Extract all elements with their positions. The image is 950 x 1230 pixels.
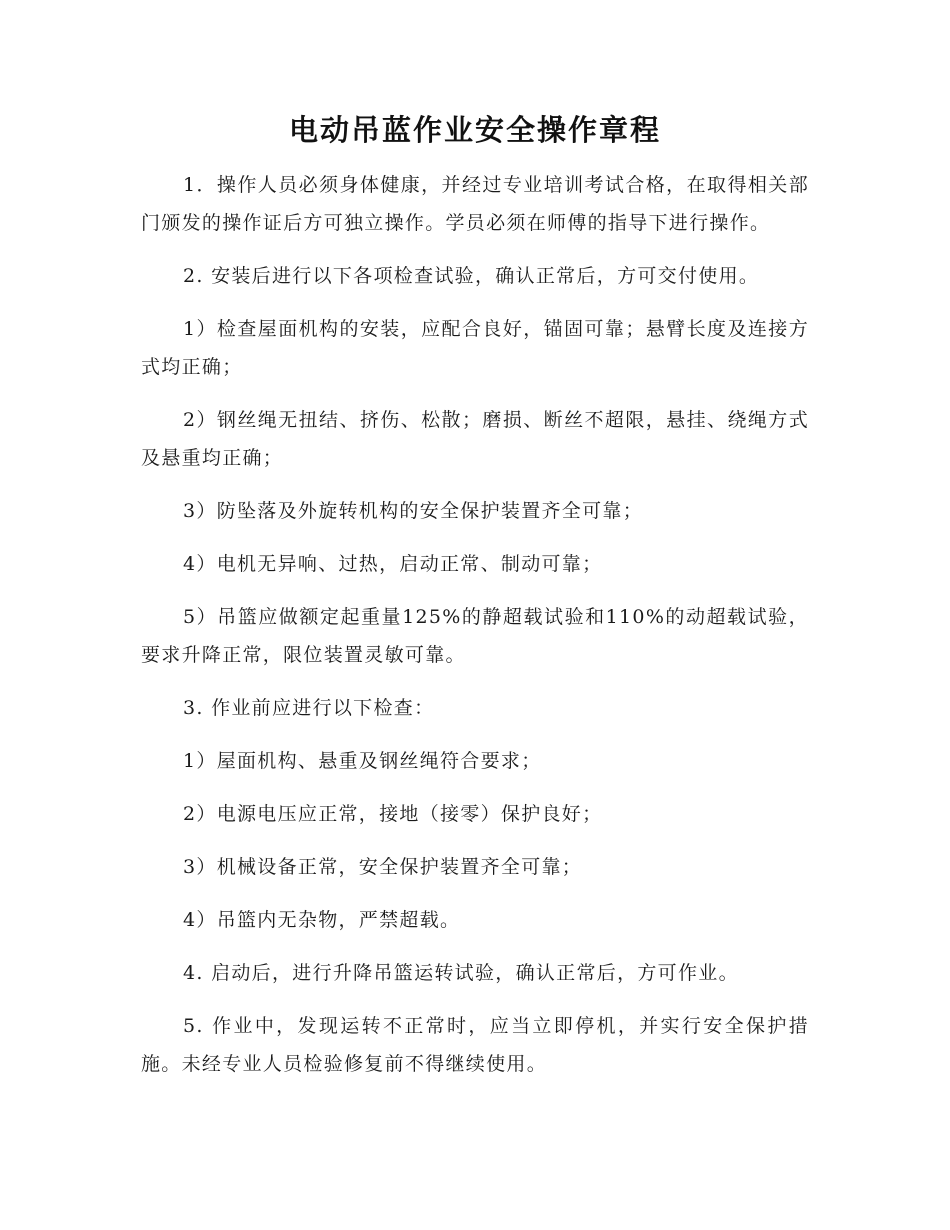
paragraph: 1．操作人员必须身体健康，并经过专业培训考试合格，在取得相关部门颁发的操作证后方可独立操作。学员必须在师傅的指导下进行操作。 — [141, 174, 809, 234]
paragraph: 2）钢丝绳无扭结、挤伤、松散；磨损、断丝不超限，悬挂、绕绳方式及悬重均正确； — [141, 409, 809, 469]
document-title: 电动吊蓝作业安全操作章程 — [288, 113, 661, 147]
paragraph: 1）屋面机构、悬重及钢丝绳符合要求； — [183, 750, 542, 772]
document-body — [141, 166, 809, 1098]
paragraph: 3. 作业前应进行以下检查： — [183, 697, 435, 719]
paragraph: 3）防坠落及外旋转机构的安全保护装置齐全可靠； — [183, 500, 643, 522]
paragraph: 2. 安装后进行以下各项检查试验，确认正常后，方可交付使用。 — [183, 265, 760, 287]
paragraph: 3）机械设备正常，安全保护装置齐全可靠； — [183, 856, 583, 878]
paragraph: 4. 启动后，进行升降吊篮运转试验，确认正常后，方可作业。 — [183, 962, 739, 984]
paragraph: 2）电源电压应正常，接地（接零）保护良好； — [183, 803, 603, 825]
paragraph: 4）吊篮内无杂物，严禁超载。 — [183, 909, 461, 931]
paragraph: 5）吊篮应做额定起重量125%的静超载试验和110%的动超载试验，要求升降正常，限位装置灵敏可靠。 — [141, 606, 809, 666]
paragraph: 1）检查屋面机构的安装，应配合良好，锚固可靠；悬臂长度及连接方式均正确； — [141, 318, 809, 378]
paragraph: 4）电机无异响、过热，启动正常、制动可靠； — [183, 553, 603, 575]
paragraph: 5. 作业中，发现运转不正常时，应当立即停机，并实行安全保护措施。未经专业人员检验修复前不得继续使用。 — [141, 1015, 809, 1075]
